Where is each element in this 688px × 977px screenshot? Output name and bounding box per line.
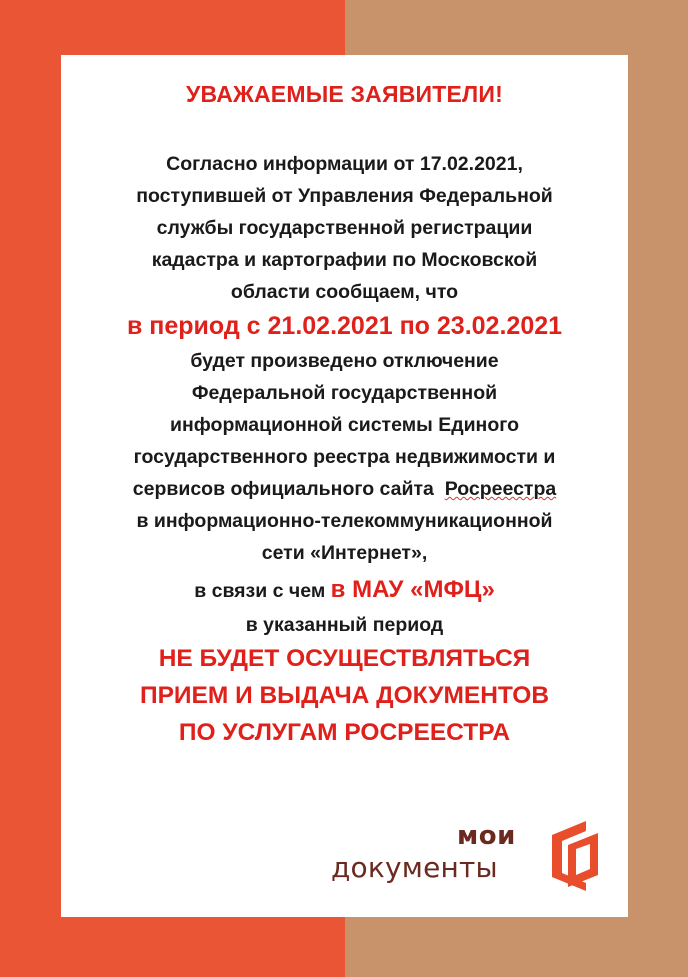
intro-line: поступившей от Управления Федеральной [136,185,553,207]
warning-line: ПРИЕМ И ВЫДАЧА ДОКУМЕНТОВ [139,682,550,709]
logo-word-moi: мои [457,821,516,851]
intro-line: службы государственной регистрации [156,217,533,239]
mfc-prefix: в связи с чем [194,580,331,602]
period-reference: в указанный период [245,614,444,636]
mfc-name: в МАУ «МФЦ» [330,576,495,603]
body-line: сети «Интернет», [261,542,428,564]
notice-card [61,55,628,917]
logo-mark-icon [546,817,606,892]
warning-line: ПО УСЛУГАМ РОСРЕЕСТРА [178,719,511,746]
body-line: в информационно-телекоммуникационной [136,510,553,532]
body-line: информационной системы Единого [169,414,520,436]
intro-line: Согласно информации от 17.02.2021, [166,153,523,175]
rosreestr-line [61,478,628,501]
mfc-line [61,576,628,604]
logo-word-dokumenty: документы [331,851,498,884]
moi-dokumenty-logo [331,817,611,897]
intro-line: области сообщаем, что [230,281,459,303]
intro-line: кадастра и картографии по Московской [151,249,538,271]
rosreestr-word: Росреестра [444,478,557,500]
body-line: государственного реестра недвижимости и [133,446,556,468]
warning-line: НЕ БУДЕТ ОСУЩЕСТВЛЯТЬСЯ [158,645,531,672]
body-line: будет произведено отключение [190,350,499,372]
rosreestr-line-prefix: сервисов официального сайта [132,478,445,500]
notice-heading: УВАЖАЕМЫЕ ЗАЯВИТЕЛИ! [186,81,503,107]
body-line: Федеральной государственной [191,382,498,404]
period-dates: в период с 21.02.2021 по 23.02.2021 [126,312,563,340]
